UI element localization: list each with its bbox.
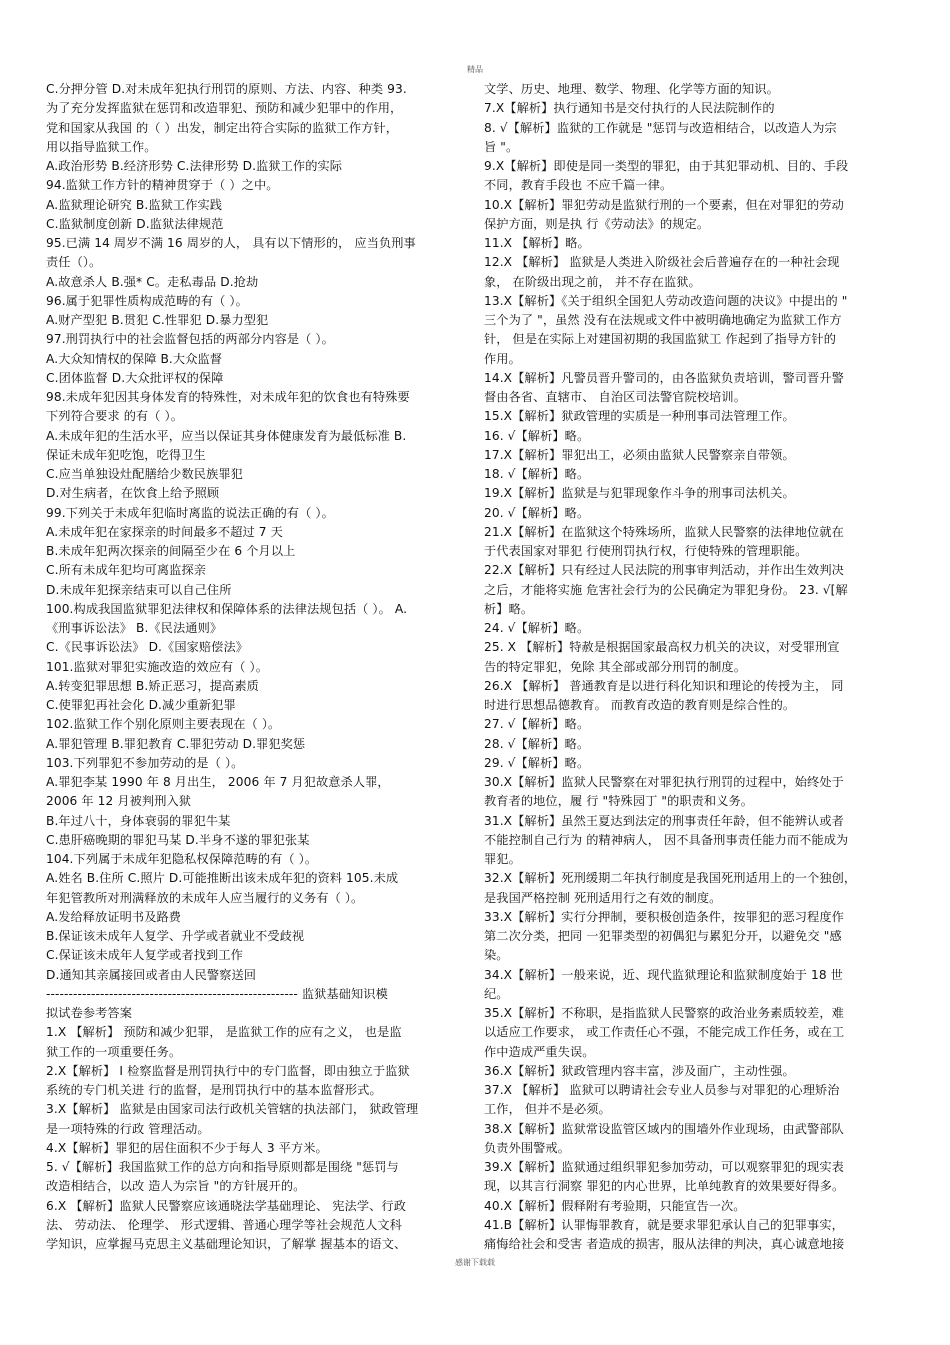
text-line: 97.刑罚执行中的社会监督包括的两部分内容是（ ）。 <box>46 332 334 347</box>
text-line: 负责外围警戒。 <box>484 1140 571 1155</box>
text-line: 现，以其言行洞察 罪犯的内心世界，比单纯教育的效果要好得多。 <box>484 1179 845 1194</box>
text-line: 103.下列罪犯不参加劳动的是（ ）。 <box>46 755 244 770</box>
text-line: C.保证该未成年人复学或者找到工作 <box>46 948 243 963</box>
text-line: 2.X【解析】 I 检察监督是刑罚执行中的专门监督，即由独立于监狱 <box>46 1063 410 1078</box>
text-line: 象， 在阶级出现之前， 并不存在监狱。 <box>484 274 701 289</box>
text-line: A.罪犯李某 1990 年 8 月出生， 2006 年 7 月犯故意杀人罪， <box>46 775 390 789</box>
text-line: 94.监狱工作方针的精神贯穿于（ ）之中。 <box>46 178 279 193</box>
text-line: C.团体监督 D.大众批评权的保障 <box>46 370 224 385</box>
text-line: B.保证该未成年人复学、升学或者就业不受歧视 <box>46 929 305 943</box>
text-line: 99.下列关于未成年犯临时离监的说法正确的有（ ）。 <box>46 505 334 520</box>
text-line: 法、 劳动法、 伦理学、 形式逻辑、普通心理学等社会规范人文科 <box>46 1217 402 1232</box>
text-line: 督由各省、直辖市、 自治区司法警官院校培训。 <box>484 390 747 404</box>
text-line: 41.B【解析】认罪悔罪教育，就是要求罪犯承认自己的犯罪事实， <box>484 1217 844 1232</box>
right-column <box>484 80 904 1254</box>
text-line: 26.X 【解析】 普通教育是以进行科化知识和理论的传授为主， 同 <box>484 678 844 693</box>
text-line: 拟试卷参考答案 <box>46 1006 133 1020</box>
text-line: 104.下列属于未成年犯隐私权保障范畴的有（ ）。 <box>46 852 318 866</box>
text-line: A.财产型犯 B.贯犯 C.性罪犯 D.暴力型犯 <box>46 313 269 327</box>
text-line: 染。 <box>484 948 509 963</box>
text-line: 析】略。 <box>484 601 534 616</box>
left-column <box>46 80 466 1254</box>
text-line: A.转变犯罪思想 B.矫正恶习，提高素质 <box>46 678 259 693</box>
text-line: B.年过八十，身体衰弱的罪犯牛某 <box>46 813 231 828</box>
text-line: 狱工作的一项重要任务。 <box>46 1044 182 1059</box>
text-line: 25. X 【解析】特赦是根据国家最高权力机关的决议，对受罪刑宣 <box>484 640 840 655</box>
text-line: A.故意杀人 B.强* C。走私毒品 D.抢劫 <box>46 274 259 289</box>
text-line: 是我国严格控制 死刑适用行之有效的制度。 <box>484 890 722 905</box>
text-line: 34.X【解析】一般来说，近、现代监狱理论和监狱制度始于 18 世 <box>484 967 843 982</box>
text-line: 22.X【解析】只有经过人民法院的刑事审判活动，并作出生效判决 <box>484 563 844 578</box>
text-line: D.未成年犯探亲结束可以自己住所 <box>46 582 232 597</box>
text-line: 98.未成年犯因其身体发育的特殊性，对未成年犯的饮食也有特殊要 <box>46 390 410 404</box>
text-line: 痛悔给社会和受害 者造成的损害，服从法律的判决，真心诚意地接 <box>484 1237 845 1251</box>
text-line: 不同，教育手段也 不应千篇一律。 <box>484 178 673 193</box>
text-line: 100.构成我国监狱罪犯法律权和保障体系的法律法规包括（ ）。 A. <box>46 601 408 616</box>
text-line: 102.监狱工作个别化原则主要表现在（ ）。 <box>46 717 281 732</box>
text-line: 16. √【解析】略。 <box>484 428 590 443</box>
text-line: 29. √【解析】略。 <box>484 755 590 770</box>
text-line: 27. √【解析】略。 <box>484 717 590 732</box>
text-line: 下列符合要求 的有（ ）。 <box>46 409 184 424</box>
text-line: 是一项特殊的行政 管理活动。 <box>46 1121 210 1136</box>
text-line: C.《民事诉讼法》 D.《国家赔偿法》 <box>46 640 249 655</box>
text-line: 14.X【解析】凡警员晋升警司的，由各监狱负责培训，警司晋升警 <box>484 370 844 385</box>
text-line: A.发给释放证明书及路费 <box>46 909 182 924</box>
text-line: 《刑事诉讼法》 B.《民法通则》 <box>46 621 223 635</box>
text-line: 第二次分类，把同 一犯罪类型的初偶犯与累犯分开，以避免交 "感 <box>484 929 842 943</box>
text-line: 教育者的地位，履 行 "特殊园丁 "的职责和义务。 <box>484 794 754 809</box>
text-line: -------------------------------------------------------- 监狱基础知识模 <box>46 986 388 1001</box>
text-line: 保护方面，则是执 行《劳动法》的规定。 <box>484 216 710 231</box>
text-line: 针， 但是在实际上对建国初期的我国监狱工 作起到了指导方针的 <box>484 332 836 347</box>
text-line: 纪。 <box>484 986 509 1001</box>
text-line: D.通知其亲属接回或者由人民警察送回 <box>46 967 257 982</box>
text-line: 三个为了 "，虽然 没有在法规或文件中被明确地确定为监狱工作方 <box>484 313 842 327</box>
text-line: 文学、历史、地理、数学、物理、化学等方面的知识。 <box>484 82 779 96</box>
text-line: 6.X 【解析】监狱人民警察应该通晓法学基础理论、 宪法学、行政 <box>46 1198 406 1213</box>
text-line: 3.X【解析】 监狱是由国家司法行政机关管辖的执法部门， 狱政管理 <box>46 1102 419 1117</box>
text-line: 时进行思想品德教育。 而教育改造的教育则是综合性的。 <box>484 698 796 712</box>
text-line: 保证未成年犯吃饱，吃得卫生 <box>46 447 206 462</box>
text-line: 改造相结合，以改 造人为宗旨 "的方针展开的。 <box>46 1179 306 1194</box>
text-line: 于代表国家对罪犯 行使刑罚执行权，行使特殊的管理职能。 <box>484 544 808 558</box>
text-line: 19.X【解析】监狱是与犯罪现象作斗争的刑事司法机关。 <box>484 486 795 501</box>
text-line: 之后，才能将实施 危害社会行为的公民确定为罪犯身份。 23. √[解 <box>484 582 848 597</box>
text-line: 18. √【解析】略。 <box>484 467 590 481</box>
text-line: 20. √【解析】略。 <box>484 505 590 520</box>
text-line: C.使罪犯再社会化 D.减少重新犯罪 <box>46 698 236 712</box>
text-line: 11.X 【解析】略。 <box>484 236 590 250</box>
text-line: C.应当单独设灶配膳给少数民族罪犯 <box>46 467 243 481</box>
text-line: 7.X【解析】执行通知书是交付执行的人民法院制作的 <box>484 101 775 116</box>
text-line: 不能控制自己行为 的精神病人， 因不具备刑事责任能力而不能成为 <box>484 832 849 847</box>
text-line: 12.X 【解析】 监狱是人类进入阶级社会后普遍存在的一种社会现 <box>484 255 840 270</box>
text-line: 101.监狱对罪犯实施改造的效应有（ ）。 <box>46 659 269 674</box>
text-line: 35.X【解析】不称职，是指监狱人民警察的政治业务素质较差，难 <box>484 1006 844 1020</box>
text-line: 39.X【解析】监狱通过组织罪犯参加劳动，可以观察罪犯的现实表 <box>484 1160 844 1174</box>
text-line: 责任（）。 <box>46 255 102 270</box>
text-line: C.分押分管 D.对未成年犯执行刑罚的原则、方法、内容、种类 93. <box>46 82 407 96</box>
text-line: 工作， 但并不是必须。 <box>484 1102 611 1117</box>
text-line: C.患肝癌晚期的罪犯马某 D.半身不遂的罪犯张某 <box>46 832 310 847</box>
text-line: 以适应工作要求， 或工作责任心不强，不能完成工作任务，或在工 <box>484 1025 845 1040</box>
text-line: 31.X【解析】虽然王夏达到法定的刑事责任年龄，但不能辨认或者 <box>484 813 844 828</box>
page-footer: 感谢下载载 <box>455 1258 495 1267</box>
text-line: 15.X【解析】狱政管理的实质是一种刑事司法管理工作。 <box>484 409 795 424</box>
text-line: 96.属于犯罪性质构成范畴的有（ ）。 <box>46 293 248 308</box>
text-line: 10.X【解析】罪犯劳动是监狱行刑的一个要素，但在对罪犯的劳动 <box>484 197 844 212</box>
text-line: 30.X【解析】监狱人民警察在对罪犯执行刑罚的过程中，始终处于 <box>484 775 844 789</box>
text-line: 32.X【解析】死刑缓期二年执行制度是我国死刑适用上的一个独创， <box>484 871 857 886</box>
text-line: B.未成年犯两次探亲的间隔至少在 6 个月以上 <box>46 544 296 558</box>
text-line: D.对生病者，在饮食上给予照顾 <box>46 486 220 501</box>
text-line: 为了充分发挥监狱在惩罚和改造罪犯、预防和减少犯罪中的作用， <box>46 101 403 116</box>
text-line: 作中造成严重失误。 <box>484 1044 595 1059</box>
text-line: A.政治形势 B.经济形势 C.法律形势 D.监狱工作的实际 <box>46 159 343 173</box>
text-line: 24. √【解析】略。 <box>484 621 590 635</box>
text-line: 1.X 【解析】 预防和减少犯罪， 是监狱工作的应有之义， 也是监 <box>46 1025 402 1040</box>
text-line: 40.X【解析】假释附有考验期，只能宣告一次。 <box>484 1198 746 1213</box>
text-line: 罪犯。 <box>484 852 521 866</box>
text-line: C.监狱制度创新 D.监狱法律规范 <box>46 216 224 231</box>
text-line: 年犯管教所对刑满释放的未成年人应当履行的义务有（ ）。 <box>46 890 364 905</box>
text-line: 36.X【解析】狱政管理内容丰富，涉及面广，主动性强。 <box>484 1063 795 1078</box>
text-line: A.姓名 B.住所 C.照片 D.可能推断出该未成年犯的资料 105.未成 <box>46 871 399 886</box>
text-line: 8. √【解析】监狱的工作就是 "惩罚与改造相结合，以改造人为宗 <box>484 120 837 135</box>
text-line: 28. √【解析】略。 <box>484 736 590 751</box>
text-line: 21.X【解析】在监狱这个特殊场所，监狱人民警察的法律地位就在 <box>484 524 844 539</box>
text-line: 33.X【解析】实行分押制，要积极创造条件，按罪犯的恶习程度作 <box>484 909 844 924</box>
text-line: 5. √【解析】我国监狱工作的总方向和指导原则都是围绕 "惩罚与 <box>46 1160 399 1174</box>
text-line: A.监狱理论研究 B.监狱工作实践 <box>46 197 223 212</box>
text-line: 2006 年 12 月被判刑入狱 <box>46 794 192 809</box>
text-line: 9.X【解析】即使是同一类型的罪犯，由于其犯罪动机、目的、手段 <box>484 159 849 173</box>
text-line: 13.X【解析】《关于组织全国犯人劳动改造问题的决议》中提出的 " <box>484 293 848 308</box>
text-line: 系统的专门机关进 行的监督，是刑罚执行中的基本监督形式。 <box>46 1083 382 1097</box>
text-line: 95.已满 14 周岁不满 16 周岁的人， 具有以下情形的， 应当负刑事 <box>46 236 416 250</box>
text-line: A.大众知情权的保障 B.大众监督 <box>46 351 223 366</box>
text-line: 旨 "。 <box>484 139 519 154</box>
text-line: 用以指导监狱工作。 <box>46 139 157 154</box>
text-line: A.未成年犯在家探亲的时间最多不超过 7 天 <box>46 524 283 539</box>
text-line: 37.X 【解析】 监狱可以聘请社会专业人员参与对罪犯的心理矫治 <box>484 1083 840 1097</box>
text-line: 17.X【解析】罪犯出工，必须由监狱人民警察亲自带领。 <box>484 447 795 462</box>
page-header: 精品 <box>467 65 483 74</box>
text-line: A.罪犯管理 B.罪犯教育 C.罪犯劳动 D.罪犯奖惩 <box>46 736 306 751</box>
text-line: 党和国家从我国 的（ ）出发，制定出符合实际的监狱工作方针， <box>46 120 398 135</box>
text-line: 38.X【解析】监狱常设监管区域内的围墙外作业现场，由武警部队 <box>484 1121 844 1136</box>
text-line: C.所有未成年犯均可离监探亲 <box>46 563 207 578</box>
text-line: A.未成年犯的生活水平，应当以保证其身体健康发育为最低标准 B. <box>46 428 407 443</box>
text-line: 告的特定罪犯，免除 其全部或部分刑罚的制度。 <box>484 659 747 674</box>
text-line: 4.X【解析】罪犯的居住面积不少于每人 3 平方米。 <box>46 1140 328 1155</box>
text-line: 作用。 <box>484 351 521 366</box>
text-line: 学知识，应掌握马克思主义基础理论知识，了解掌 握基本的语文、 <box>46 1237 407 1251</box>
